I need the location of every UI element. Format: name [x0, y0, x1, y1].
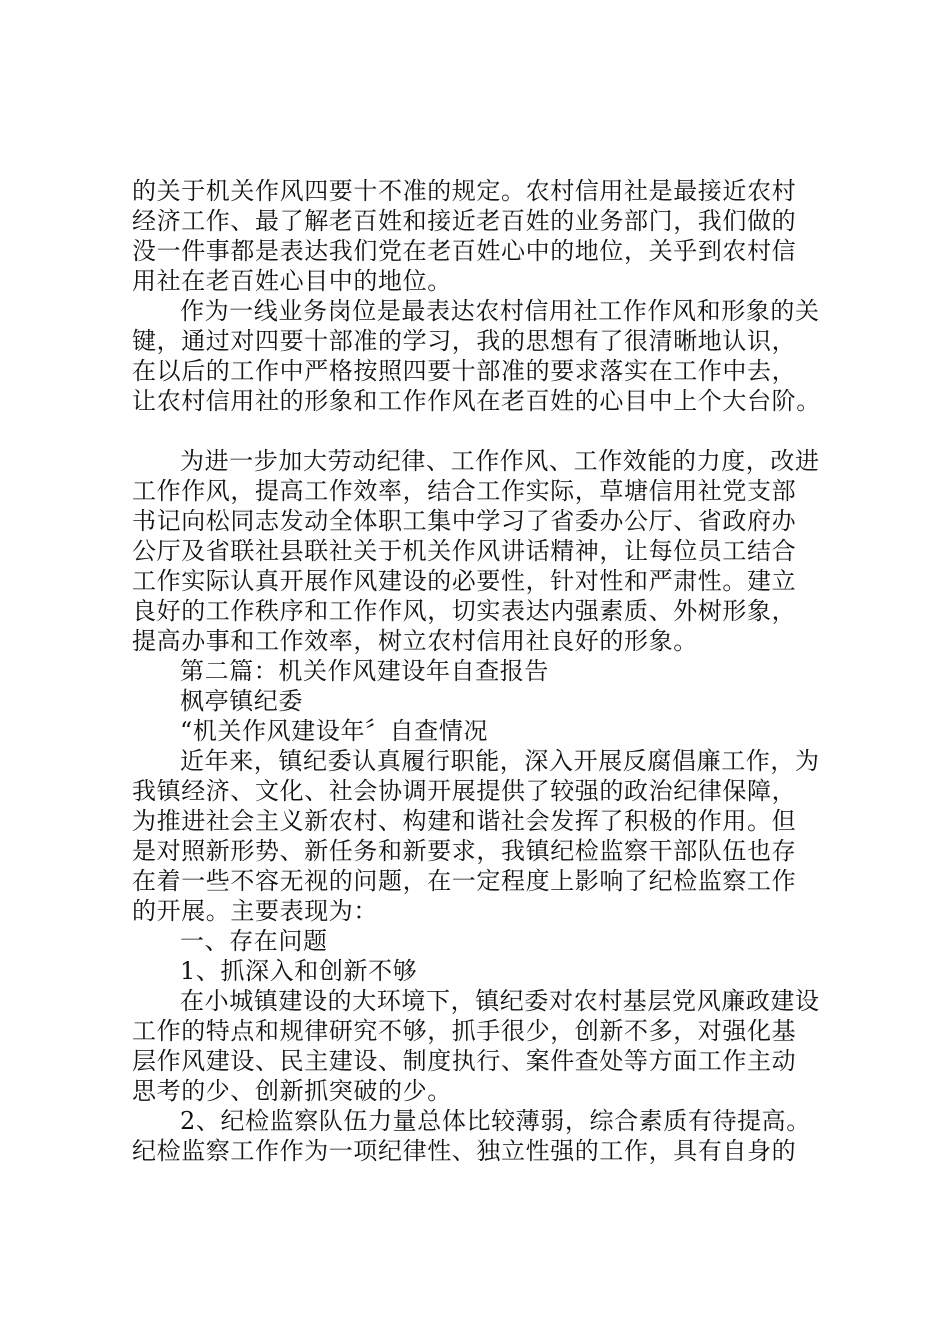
- paragraph-start-line: 为进一步加大劳动纪律、工作作风、工作效能的力度，改进: [180, 447, 820, 475]
- text-line: 思考的少、创新抓突破的少。: [132, 1077, 452, 1105]
- text-line: 用社在老百姓心目中的地位。: [132, 267, 452, 295]
- list-item-heading: 1、抓深入和创新不够: [180, 957, 418, 985]
- text-line: 的关于机关作风四要十不准的规定。农村信用社是最接近农村: [132, 177, 797, 205]
- text-line: 我镇经济、文化、社会协调开展提供了较强的政治纪律保障，: [132, 777, 797, 805]
- text-line: 让农村信用社的形象和工作作风在老百姓的心目中上个大台阶。: [132, 387, 821, 415]
- text-line: 键，通过对四要十部准的学习，我的思想有了很清晰地认识，: [132, 327, 797, 355]
- organization-name: 枫亭镇纪委: [180, 687, 303, 715]
- paragraph-start-line: 在小城镇建设的大环境下，镇纪委对农村基层党风廉政建设: [180, 987, 820, 1015]
- text-line: 是对照新形势、新任务和新要求，我镇纪检监察干部队伍也存: [132, 837, 797, 865]
- text-line: 没一件事都是表达我们党在老百姓心中的地位，关乎到农村信: [132, 237, 797, 265]
- text-line: 为推进社会主义新农村、构建和谐社会发挥了积极的作用。但: [132, 807, 797, 835]
- text-line: 纪检监察工作作为一项纪律性、独立性强的工作，具有自身的: [132, 1137, 797, 1165]
- subsection-heading: 一、存在问题: [180, 927, 328, 955]
- document-body: [132, 176, 852, 1166]
- report-title: “机关作风建设年〞自查情况: [180, 717, 489, 745]
- text-line: 经济工作、最了解老百姓和接近老百姓的业务部门，我们做的: [132, 207, 797, 235]
- text-line: 层作风建设、民主建设、制度执行、案件查处等方面工作主动: [132, 1047, 797, 1075]
- paragraph-start-line: 近年来，镇纪委认真履行职能，深入开展反腐倡廉工作，为: [180, 747, 820, 775]
- list-item-heading: 2、纪检监察队伍力量总体比较薄弱，综合素质有待提高。: [180, 1107, 811, 1135]
- text-line: 的开展。主要表现为：: [132, 897, 378, 925]
- text-line: 工作的特点和规律研究不够，抓手很少，创新不多，对强化基: [132, 1017, 797, 1045]
- text-line: 良好的工作秩序和工作作风，切实表达内强素质、外树形象，: [132, 597, 797, 625]
- paragraph-gap: [132, 416, 852, 446]
- text-line: 提高办事和工作效率，树立农村信用社良好的形象。: [132, 627, 698, 655]
- text-line: 工作作风，提高工作效率，结合工作实际，草塘信用社党支部: [132, 477, 797, 505]
- text-line: 书记向松同志发动全体职工集中学习了省委办公厅、省政府办: [132, 507, 797, 535]
- paragraph-start-line: 作为一线业务岗位是最表达农村信用社工作作风和形象的关: [180, 297, 820, 325]
- text-line: 工作实际认真开展作风建设的必要性，针对性和严肃性。建立: [132, 567, 797, 595]
- section-heading: 第二篇：机关作风建设年自查报告: [180, 657, 549, 685]
- text-line: 在着一些不容无视的问题，在一定程度上影响了纪检监察工作: [132, 867, 797, 895]
- text-line: 公厅及省联社县联社关于机关作风讲话精神，让每位员工结合: [132, 537, 797, 565]
- text-line: 在以后的工作中严格按照四要十部准的要求落实在工作中去，: [132, 357, 797, 385]
